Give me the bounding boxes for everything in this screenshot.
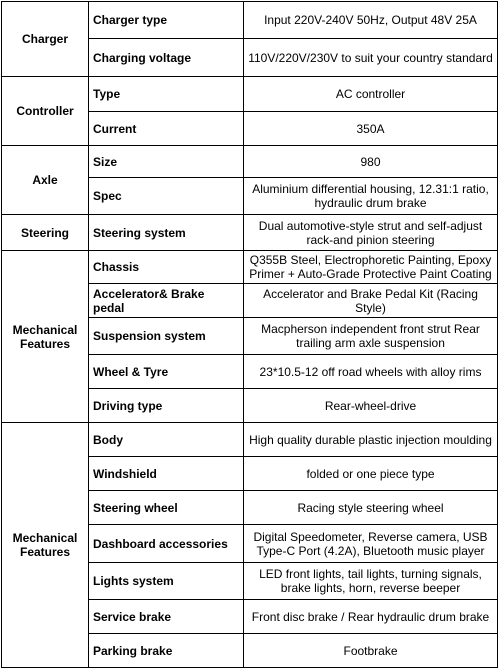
value-cell: Racing style steering wheel <box>244 491 498 525</box>
category-cell: Mechanical Features <box>2 423 89 668</box>
category-cell: Controller <box>2 77 89 146</box>
value-cell: Q355B Steel, Electrophoretic Painting, Epoxy Primer + Auto-Grade Protective Paint Coating <box>244 251 498 284</box>
property-cell: Service brake <box>89 600 244 634</box>
table-row <box>2 423 498 457</box>
value-cell: AC controller <box>244 77 498 112</box>
property-cell: Lights system <box>89 563 244 600</box>
property-cell: Parking brake <box>89 634 244 668</box>
property-cell: Spec <box>89 178 244 215</box>
property-cell: Dashboard accessories <box>89 525 244 563</box>
value-cell: Accelerator and Brake Pedal Kit (Racing Style) <box>244 284 498 318</box>
property-cell: Suspension system <box>89 318 244 355</box>
category-cell: Charger <box>2 2 89 77</box>
category-cell: Axle <box>2 146 89 215</box>
value-cell: Digital Speedometer, Reverse camera, USB Type-C Port (4.2A), Bluetooth music player <box>244 525 498 563</box>
value-cell: Dual automotive-style strut and self-adjust rack-and pinion steering <box>244 215 498 251</box>
value-cell: High quality durable plastic injection moulding <box>244 423 498 457</box>
category-cell: Mechanical Features <box>2 251 89 423</box>
property-cell: Charger type <box>89 2 244 39</box>
table-row <box>2 251 498 284</box>
property-cell: Type <box>89 77 244 112</box>
value-cell: 23*10.5-12 off road wheels with alloy rims <box>244 355 498 389</box>
value-cell: Front disc brake / Rear hydraulic drum brake <box>244 600 498 634</box>
property-cell: Accelerator& Brake pedal <box>89 284 244 318</box>
table-row <box>2 215 498 251</box>
property-cell: Wheel & Tyre <box>89 355 244 389</box>
value-cell: 350A <box>244 112 498 146</box>
value-cell: folded or one piece type <box>244 457 498 491</box>
property-cell: Chassis <box>89 251 244 284</box>
table-row <box>2 146 498 178</box>
value-cell: Rear-wheel-drive <box>244 389 498 423</box>
value-cell: LED front lights, tail lights, turning signals, brake lights, horn, reverse beeper <box>244 563 498 600</box>
property-cell: Windshield <box>89 457 244 491</box>
table-row <box>2 77 498 112</box>
property-cell: Driving type <box>89 389 244 423</box>
property-cell: Steering system <box>89 215 244 251</box>
property-cell: Current <box>89 112 244 146</box>
spec-table <box>1 1 498 668</box>
value-cell: 110V/220V/230V to suit your country standard <box>244 39 498 77</box>
property-cell: Size <box>89 146 244 178</box>
value-cell: Input 220V-240V 50Hz, Output 48V 25A <box>244 2 498 39</box>
value-cell: 980 <box>244 146 498 178</box>
value-cell: Aluminium differential housing, 12.31:1 ratio, hydraulic drum brake <box>244 178 498 215</box>
value-cell: Macpherson independent front strut Rear trailing arm axle suspension <box>244 318 498 355</box>
table-row <box>2 2 498 39</box>
property-cell: Charging voltage <box>89 39 244 77</box>
category-cell: Steering <box>2 215 89 251</box>
property-cell: Steering wheel <box>89 491 244 525</box>
value-cell: Footbrake <box>244 634 498 668</box>
property-cell: Body <box>89 423 244 457</box>
